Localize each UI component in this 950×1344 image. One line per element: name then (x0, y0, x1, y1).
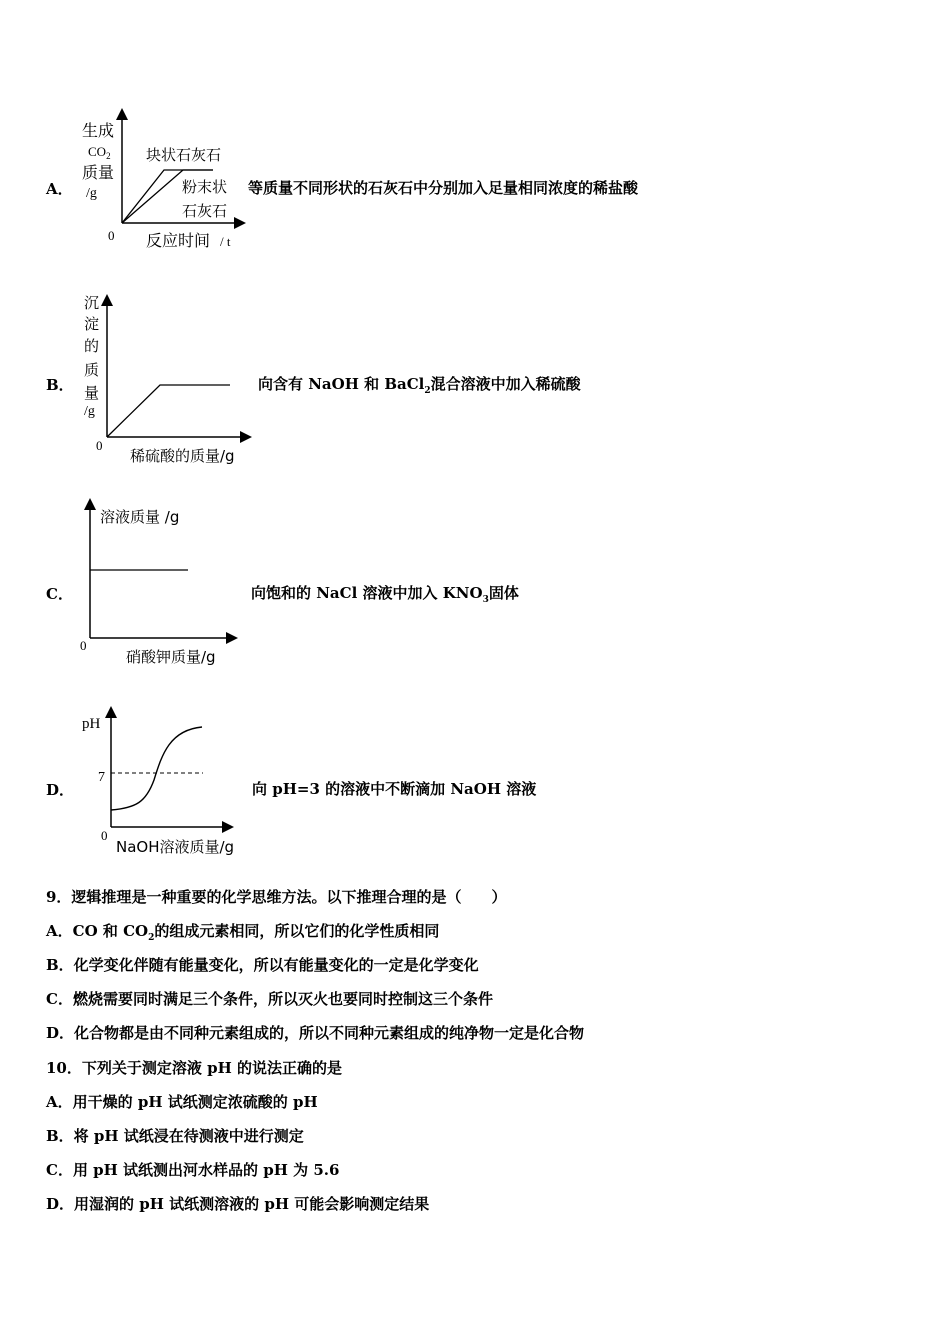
graph-a-line2-label-2: 石灰石 (182, 202, 228, 220)
graph-b-ylabel-char: 的 (84, 337, 100, 355)
graph-d-ylabel: pH (82, 716, 101, 732)
graph-a-ylabel-4: /g (86, 186, 97, 201)
graph-b (78, 288, 253, 468)
option-a-letter: A． (46, 180, 73, 198)
graph-a-origin: 0 (108, 228, 115, 243)
option-a-desc: 等质量不同形状的石灰石中分别加入足量相同浓度的稀盐酸 (248, 179, 639, 197)
graph-a (78, 108, 248, 253)
graph-a-xunit: / t (220, 234, 231, 249)
graph-b-ylabel-char: 沉 (84, 294, 100, 312)
graph-d-origin: 0 (101, 828, 108, 843)
graph-b-origin: 0 (96, 438, 103, 453)
graph-c-origin: 0 (80, 638, 87, 653)
q10-option-b: B．将 pH 试纸浸在待测液中进行测定 (46, 1127, 304, 1145)
option-b-letter: B． (46, 376, 74, 394)
graph-d-curve (111, 727, 202, 810)
graph-d (78, 706, 248, 861)
graph-b-ylabel-char: 质 (84, 361, 100, 379)
graph-c-xlabel: 硝酸钾质量/g (126, 648, 216, 666)
q10-option-a: A．用干燥的 pH 试纸测定浓硫酸的 pH (46, 1093, 318, 1111)
graph-a-ylabel-co: $CO_2$ (88, 144, 111, 161)
option-c-letter: C． (46, 585, 73, 603)
graph-b-ylabel-char: 淀 (84, 315, 100, 333)
option-d-desc: 向 pH=3 的溶液中不断滴加 NaOH 溶液 (252, 780, 537, 798)
graph-c-ylabel: 溶液质量 /g (100, 508, 180, 526)
graph-d-tick-7: 7 (98, 770, 105, 785)
graph-a-ylabel-1: 生成 (82, 121, 115, 140)
q10-option-c: C．用 pH 试纸测出河水样品的 pH 为 5.6 (46, 1161, 340, 1179)
option-d-letter: D． (46, 781, 75, 799)
graph-b-yunit: /g (84, 404, 95, 419)
q10-stem: 10．下列关于测定溶液 pH 的说法正确的是 (46, 1059, 342, 1077)
graph-a-ylabel-3: 质量 (82, 163, 115, 182)
graph-b-xlabel: 稀硫酸的质量/g (130, 447, 235, 465)
q9-option-b: B．化学变化伴随有能量变化，所以有能量变化的一定是化学变化 (46, 956, 479, 974)
graph-b-line (107, 385, 230, 437)
q9-option-a: A．CO 和 $CO_2$的组成元素相同，所以它们的化学性质相同 (46, 922, 440, 943)
q9-option-c: C．燃烧需要同时满足三个条件，所以灭火也要同时控制这三个条件 (46, 990, 493, 1008)
graph-d-xlabel: NaOH溶液质量/g (116, 838, 235, 856)
option-b-desc: 向含有 NaOH 和 BaCl$_2$混合溶液中加入稀硫酸 (258, 375, 581, 396)
graph-a-line1-label: 块状石灰石 (146, 146, 222, 164)
q10-option-d: D．用湿润的 pH 试纸测溶液的 pH 可能会影响测定结果 (46, 1195, 430, 1213)
graph-b-ylabel-char: 量 (84, 384, 100, 402)
q9-option-d: D．化合物都是由不同种元素组成的，所以不同种元素组成的纯净物一定是化合物 (46, 1024, 585, 1042)
graph-c (74, 498, 244, 670)
graph-a-xlabel: 反应时间 (146, 231, 211, 250)
option-c-desc: 向饱和的 NaCl 溶液中加入 $KNO_3$固体 (251, 584, 519, 605)
q9-stem: 9．逻辑推理是一种重要的化学思维方法。以下推理合理的是（ ） (46, 888, 507, 906)
graph-a-line2-label-1: 粉末状 (182, 178, 228, 196)
